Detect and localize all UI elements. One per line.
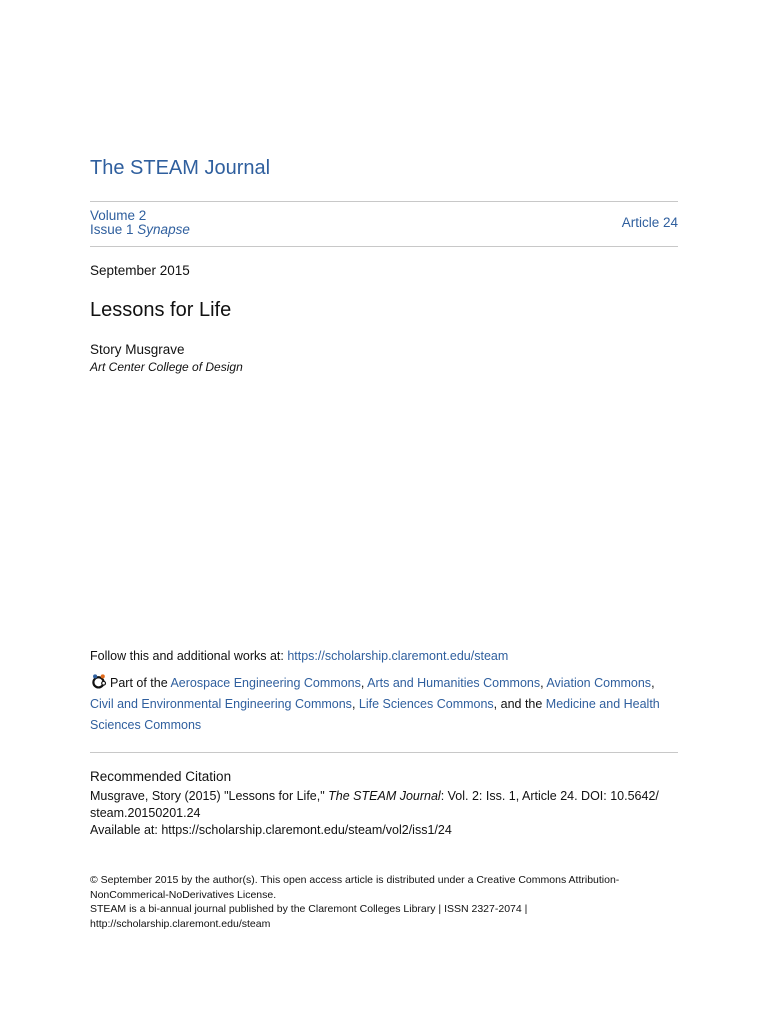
commons-and-the: , and the [493,697,546,711]
journal-publisher-text: STEAM is a bi-annual journal published by the Claremont Colleges Library | ISSN 2327-2074 | http://scholarship.claremont.edu/steam [90,903,528,930]
citation-block [90,788,680,839]
citation-rule [90,752,678,753]
follow-url-link[interactable]: https://scholarship.claremont.edu/steam [287,649,509,663]
citation-available: Available at: https://scholarship.claremont.edu/steam/vol2/iss1/24 [90,823,452,837]
network-commons-icon [90,673,107,690]
commons-separator: , [360,676,368,690]
citation-post: : Vol. 2: Iss. 1, Article 24. DOI: 10.5642/ steam.20150201.24 [90,789,659,820]
journal-title[interactable]: The STEAM Journal [90,157,271,179]
issue-line [90,223,190,237]
issue-link[interactable]: Issue 1 [90,222,134,237]
header-top-rule [90,201,678,202]
commons-link-aerospace[interactable]: Aerospace Engineering Commons [170,676,361,690]
issue-name[interactable]: Synapse [137,222,190,237]
commons-separator: , [351,697,359,711]
commons-separator: , [651,676,655,690]
commons-link-arts-humanities[interactable]: Arts and Humanities Commons [367,676,541,690]
commons-link-civil-environmental[interactable]: Civil and Environmental Engineering Commons [90,697,352,711]
article-number-link[interactable]: Article 24 [621,215,678,230]
publication-date: September 2015 [90,263,190,278]
commons-separator: , [540,676,547,690]
part-of-commons [90,673,680,736]
recommended-citation-heading: Recommended Citation [90,769,232,784]
citation-journal: The STEAM Journal [328,789,441,803]
commons-link-life-sciences[interactable]: Life Sciences Commons [358,697,494,711]
follow-line [90,649,508,663]
author-affiliation: Art Center College of Design [90,360,243,374]
volume-issue-block [90,209,190,237]
part-of-prefix: Part of the [110,676,171,690]
follow-prefix: Follow this and additional works at: [90,649,288,663]
article-title: Lessons for Life [90,299,232,321]
header-bottom-rule [90,246,678,247]
volume-link[interactable]: Volume 2 [90,208,147,223]
copyright-license-text: © September 2015 by the author(s). This open access article is distributed under a Creative Commons Attribution-NonCommerical-NoDerivatives License. [90,874,620,901]
citation-text [90,788,680,822]
citation-pre: Musgrave, Story (2015) "Lessons for Life," [90,789,329,803]
copyright-footer [90,873,680,931]
commons-link-aviation[interactable]: Aviation Commons [546,676,652,690]
author-name: Story Musgrave [90,342,185,357]
commons-link-medicine-health[interactable]: Medicine and Health Sciences Commons [90,697,660,732]
